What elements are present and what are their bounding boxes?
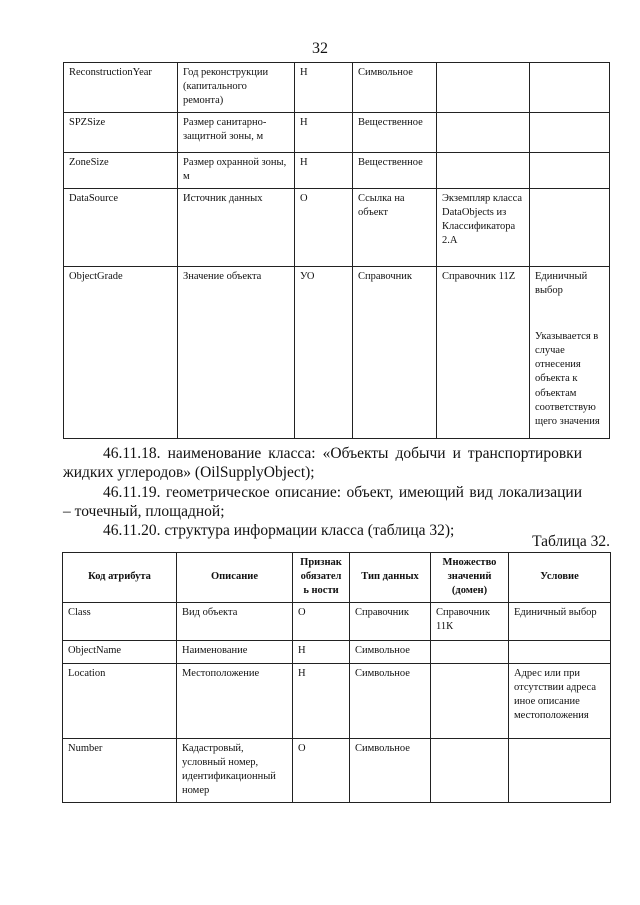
table-row	[63, 640, 611, 663]
attribute-description: Вид объекта	[177, 602, 293, 640]
attribute-code: ObjectGrade	[64, 266, 178, 438]
header-description: Описание	[177, 553, 293, 603]
attribute-required: Н	[293, 663, 350, 738]
header-code: Код атрибута	[63, 553, 177, 603]
attribute-code: ZoneSize	[64, 152, 178, 188]
table-row	[64, 188, 610, 266]
attribute-condition	[530, 63, 610, 113]
attribute-required: Н	[293, 640, 350, 663]
table-32	[62, 552, 611, 803]
condition-text: Единичный выбор	[535, 270, 588, 296]
attribute-domain: Экземпляр класса DataObjects из Классификатора 2.А	[437, 188, 530, 266]
paragraph-geometry	[63, 483, 582, 521]
attribute-required: О	[295, 188, 353, 266]
attribute-data-type: Символьное	[350, 738, 431, 802]
attribute-data-type: Символьное	[353, 63, 437, 113]
attribute-condition	[530, 112, 610, 152]
paragraph-structure	[63, 521, 582, 540]
header-data-type: Тип данных	[350, 553, 431, 603]
table-row	[64, 152, 610, 188]
attribute-required: УО	[295, 266, 353, 438]
attribute-code: Class	[63, 602, 177, 640]
attribute-condition	[509, 640, 611, 663]
attribute-description: Источник данных	[178, 188, 295, 266]
attribute-code: ReconstructionYear	[64, 63, 178, 113]
attribute-required: Н	[295, 63, 353, 113]
attribute-code: SPZSize	[64, 112, 178, 152]
attribute-domain	[437, 152, 530, 188]
table-row	[63, 602, 611, 640]
attribute-condition	[509, 738, 611, 802]
attribute-data-type: Справочник	[353, 266, 437, 438]
attribute-code: Location	[63, 663, 177, 738]
page-number: 32	[312, 40, 328, 57]
attribute-condition	[530, 188, 610, 266]
table-row	[64, 266, 610, 438]
attribute-description: Размер охранной зоны, м	[178, 152, 295, 188]
attribute-domain: Справочник 11К	[431, 602, 509, 640]
paragraph-text: 46.11.19. геометрическое описание: объект, имеющий вид локализации – точечный, площадной;	[63, 484, 582, 520]
paragraph-text: 46.11.20. структура информации класса (таблица 32);	[103, 522, 455, 539]
attribute-domain	[431, 640, 509, 663]
attribute-description: Наименование	[177, 640, 293, 663]
paragraph-text: 46.11.18. наименование класса: «Объекты добычи и транспортировки жидких углеродов» (OilSupplyObject);	[63, 445, 582, 481]
attribute-condition: Адрес или при отсутствии адреса иное описание местоположения	[509, 663, 611, 738]
attribute-description: Местоположение	[177, 663, 293, 738]
attribute-condition	[530, 266, 610, 438]
header-domain: Множество значений (домен)	[431, 553, 509, 603]
attribute-description: Размер санитарно-защитной зоны, м	[178, 112, 295, 152]
attribute-required: Н	[295, 152, 353, 188]
attribute-description: Кадастровый, условный номер, идентификационный номер	[177, 738, 293, 802]
header-required: Признак обязатель ности	[293, 553, 350, 603]
table-row	[63, 738, 611, 802]
table-row	[63, 663, 611, 738]
attribute-required: О	[293, 602, 350, 640]
table-header-row	[63, 553, 611, 603]
attribute-code: ObjectName	[63, 640, 177, 663]
attribute-condition: Единичный выбор	[509, 602, 611, 640]
attribute-description: Год реконструкции (капитального ремонта)	[178, 63, 295, 113]
table-row	[64, 63, 610, 113]
attribute-required: О	[293, 738, 350, 802]
attribute-data-type: Ссылка на объект	[353, 188, 437, 266]
attribute-table-continued	[63, 62, 610, 439]
attribute-description: Значение объекта	[178, 266, 295, 438]
condition-note: Указывается в случае отнесения объекта к объектам соответствую щего значения	[535, 330, 600, 427]
attribute-condition	[530, 152, 610, 188]
attribute-data-type: Справочник	[350, 602, 431, 640]
header-condition: Условие	[509, 553, 611, 603]
attribute-domain	[437, 112, 530, 152]
attribute-code: Number	[63, 738, 177, 802]
attribute-domain	[431, 738, 509, 802]
attribute-domain	[431, 663, 509, 738]
attribute-domain: Справочник 11Z	[437, 266, 530, 438]
table-caption: Таблица 32.	[532, 533, 610, 550]
table-row	[64, 112, 610, 152]
paragraph-class-name	[63, 444, 582, 482]
attribute-data-type: Символьное	[350, 663, 431, 738]
attribute-data-type: Вещественное	[353, 152, 437, 188]
attribute-domain	[437, 63, 530, 113]
attribute-required: Н	[295, 112, 353, 152]
attribute-code: DataSource	[64, 188, 178, 266]
attribute-data-type: Символьное	[350, 640, 431, 663]
attribute-data-type: Вещественное	[353, 112, 437, 152]
